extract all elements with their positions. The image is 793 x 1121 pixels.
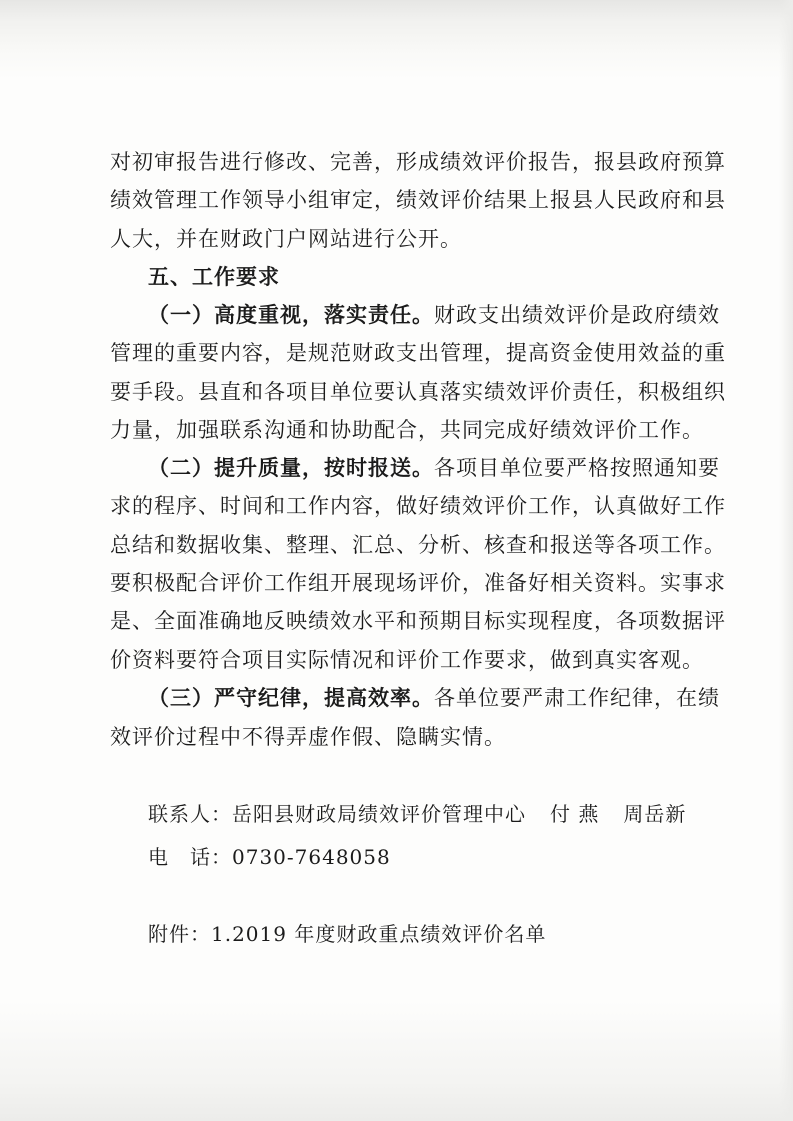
attachment-line: [148, 919, 546, 949]
attachment-label: 附件：: [148, 922, 211, 946]
item-first-line: [148, 683, 720, 713]
paragraph-line: 效评价过程中不得弄虚作假、隐瞒实情。: [110, 725, 506, 749]
contact-person: 周岳新: [623, 802, 687, 826]
scan-shadow-top: [0, 0, 793, 80]
item-first-line: [148, 453, 720, 483]
contact-org: 岳阳县财政局绩效评价管理中心: [232, 802, 526, 826]
item-text: 各项目单位要严格按照通知要: [434, 456, 720, 480]
contact-line: [148, 799, 686, 829]
item-first-line: [148, 300, 720, 330]
paragraph-line: 人大，并在财政门户网站进行公开。: [110, 227, 462, 251]
paragraph-line: 求的程序、时间和工作内容，做好绩效评价工作，认真做好工作: [110, 494, 726, 518]
phone-line: [148, 842, 391, 872]
scan-shadow-edge: [779, 0, 793, 1121]
contact-label: 联系人：: [148, 802, 232, 826]
item-text: 财政支出绩效评价是政府绩效: [434, 303, 720, 327]
item-text: 各单位要严肃工作纪律，在绩: [434, 686, 720, 710]
paragraph-line: 价资料要符合项目实际情况和评价工作要求，做到真实客观。: [110, 648, 704, 672]
paragraph-line: 要积极配合评价工作组开展现场评价，准备好相关资料。实事求: [110, 571, 726, 595]
paragraph-line: 力量，加强联系沟通和协助配合，共同完成好绩效评价工作。: [110, 418, 704, 442]
phone-label: 电 话：: [148, 845, 232, 869]
item-heading: （三）严守纪律，提高效率。: [148, 685, 434, 710]
paragraph-line: 对初审报告进行修改、完善，形成绩效评价报告，报县政府预算: [110, 150, 726, 174]
paragraph-line: 是、全面准确地反映绩效水平和预期目标实现程度，各项数据评: [110, 609, 726, 633]
attachment-item: 1.2019 年度财政重点绩效评价名单: [211, 922, 547, 946]
paragraph-line: 管理的重要内容，是规范财政支出管理，提高资金使用效益的重: [110, 341, 726, 365]
paragraph-line: 总结和数据收集、整理、汇总、分析、核查和报送等各项工作。: [110, 533, 726, 557]
paragraph-line: 要手段。县直和各项目单位要认真落实绩效评价责任，积极组织: [110, 380, 726, 404]
item-heading: （一）高度重视，落实责任。: [148, 302, 434, 327]
section-heading: 五、工作要求: [148, 264, 280, 289]
item-heading: （二）提升质量，按时报送。: [148, 455, 434, 480]
scan-shadow-bottom: [0, 1000, 793, 1121]
paragraph-line: 绩效管理工作领导小组审定，绩效评价结果上报县人民政府和县: [110, 188, 726, 212]
contact-person: 付 燕: [550, 802, 600, 826]
phone-number: 0730-7648058: [232, 845, 391, 869]
